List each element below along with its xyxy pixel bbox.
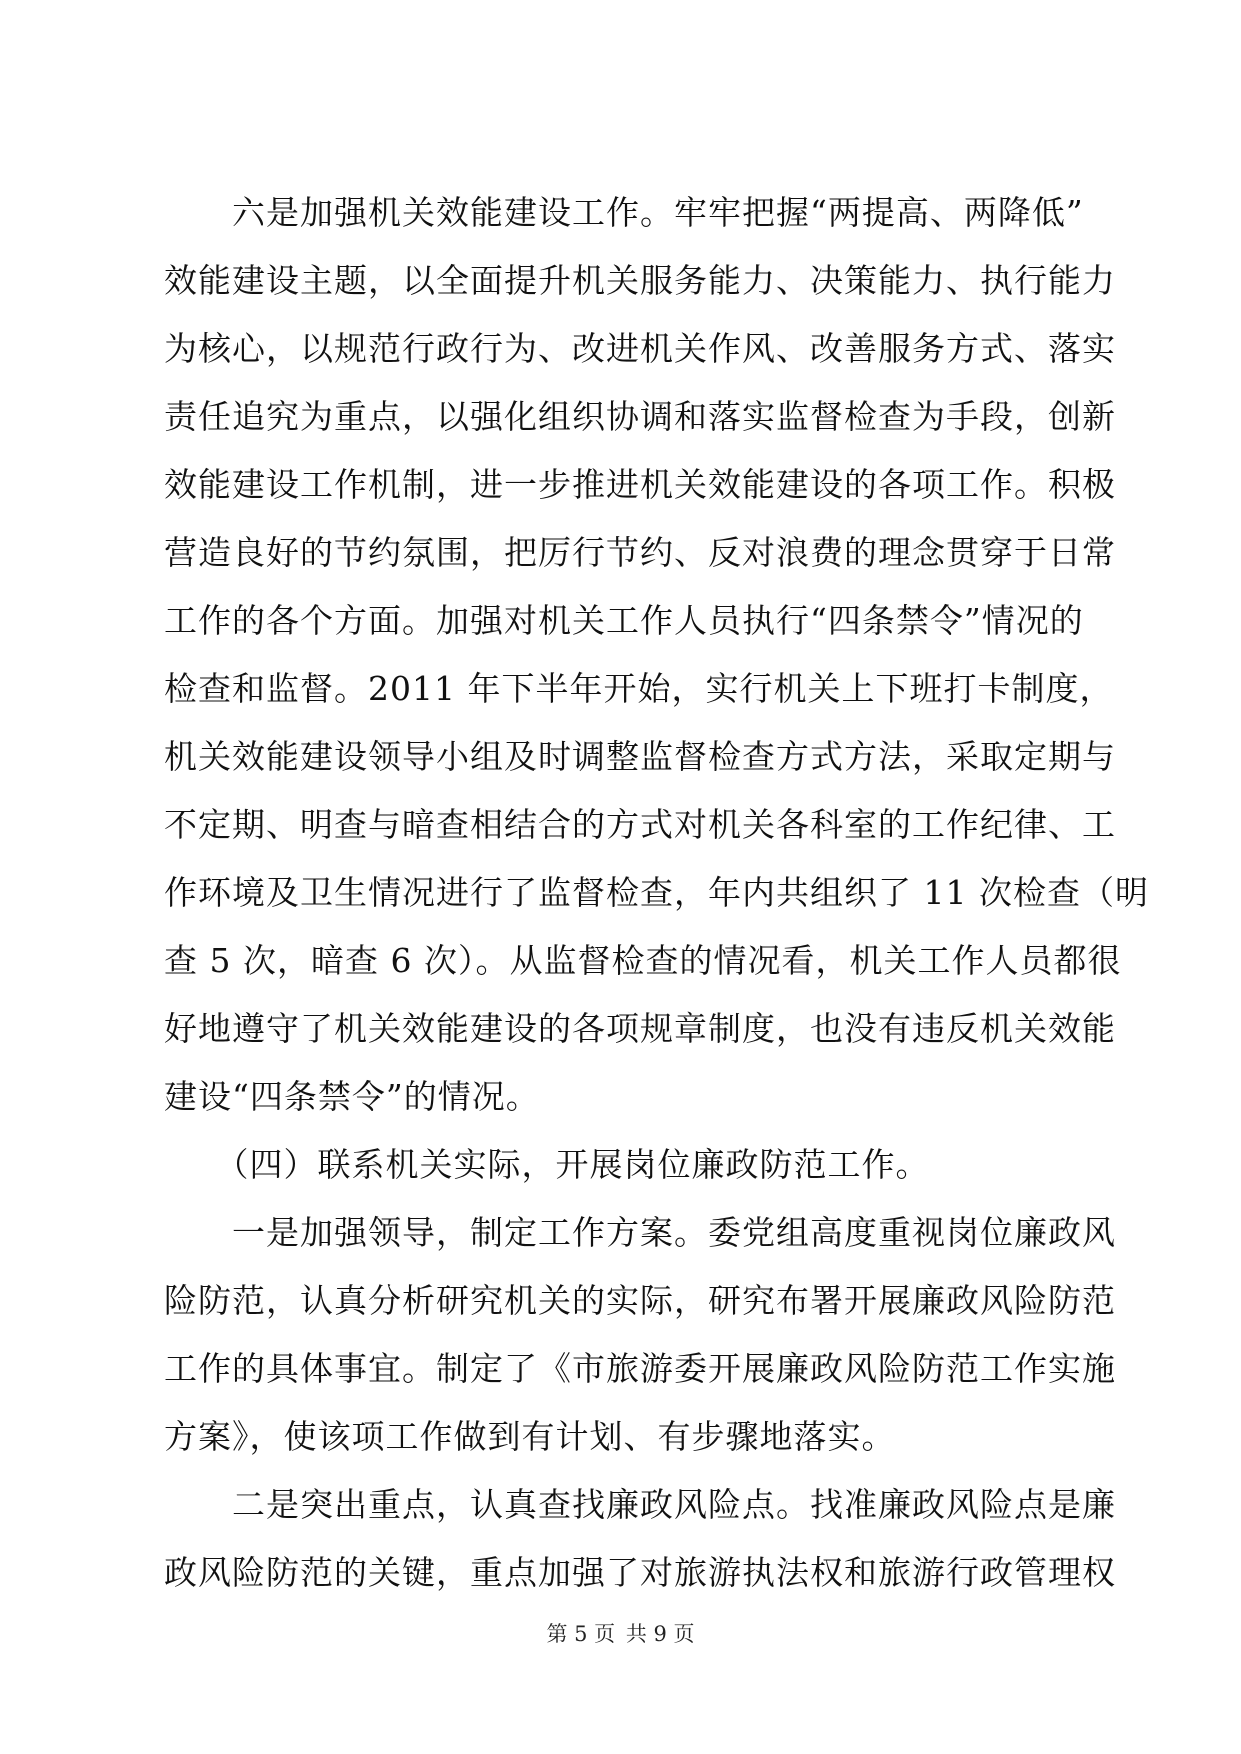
text-line: 责任追究为重点，以强化组织协调和落实监督检查为手段，创新 [164,397,1116,436]
text-line: 工作的具体事宜。制定了《市旅游委开展廉政风险防范工作实施 [164,1349,1116,1388]
text-line: 为核心，以规范行政行为、改进机关作风、改善服务方式、落实 [164,329,1116,368]
text-line: 作环境及卫生情况进行了监督检查，年内共组织了 11 次检查（明 [164,873,1149,912]
text-line: 机关效能建设领导小组及时调整监督检查方式方法，采取定期与 [164,737,1116,776]
section-heading: （四）联系机关实际，开展岗位廉政防范工作。 [164,1145,930,1184]
text-line: 险防范，认真分析研究机关的实际，研究布署开展廉政风险防范 [164,1281,1116,1320]
page-total: 共 9 页 [625,1622,695,1646]
text-line: 政风险防范的关键，重点加强了对旅游执法权和旅游行政管理权 [164,1553,1116,1592]
page-footer [0,1620,1241,1648]
text-line: 好地遵守了机关效能建设的各项规章制度，也没有违反机关效能 [164,1009,1116,1048]
text-line: 一是加强领导，制定工作方案。委党组高度重视岗位廉政风 [164,1213,1116,1252]
text-line: 效能建设主题，以全面提升机关服务能力、决策能力、执行能力 [164,261,1116,300]
page-number: 第 5 页 [546,1622,616,1646]
text-line: 工作的各个方面。加强对机关工作人员执行“四条禁令”情况的 [164,601,1084,640]
text-line: 营造良好的节约氛围，把厉行节约、反对浪费的理念贯穿于日常 [164,533,1116,572]
text-line: 不定期、明查与暗查相结合的方式对机关各科室的工作纪律、工 [164,805,1116,844]
text-line: 六是加强机关效能建设工作。牢牢把握“两提高、两降低” [164,193,1084,232]
text-line: 建设“四条禁令”的情况。 [164,1077,540,1116]
text-line: 效能建设工作机制，进一步推进机关效能建设的各项工作。积极 [164,465,1116,504]
text-line: 二是突出重点，认真查找廉政风险点。找准廉政风险点是廉 [164,1485,1116,1524]
text-line: 查 5 次，暗查 6 次）。从监督检查的情况看，机关工作人员都很 [164,941,1122,980]
text-line: 方案》，使该项工作做到有计划、有步骤地落实。 [164,1417,896,1456]
text-line: 检查和监督。2011 年下半年开始，实行机关上下班打卡制度， [164,669,1114,708]
